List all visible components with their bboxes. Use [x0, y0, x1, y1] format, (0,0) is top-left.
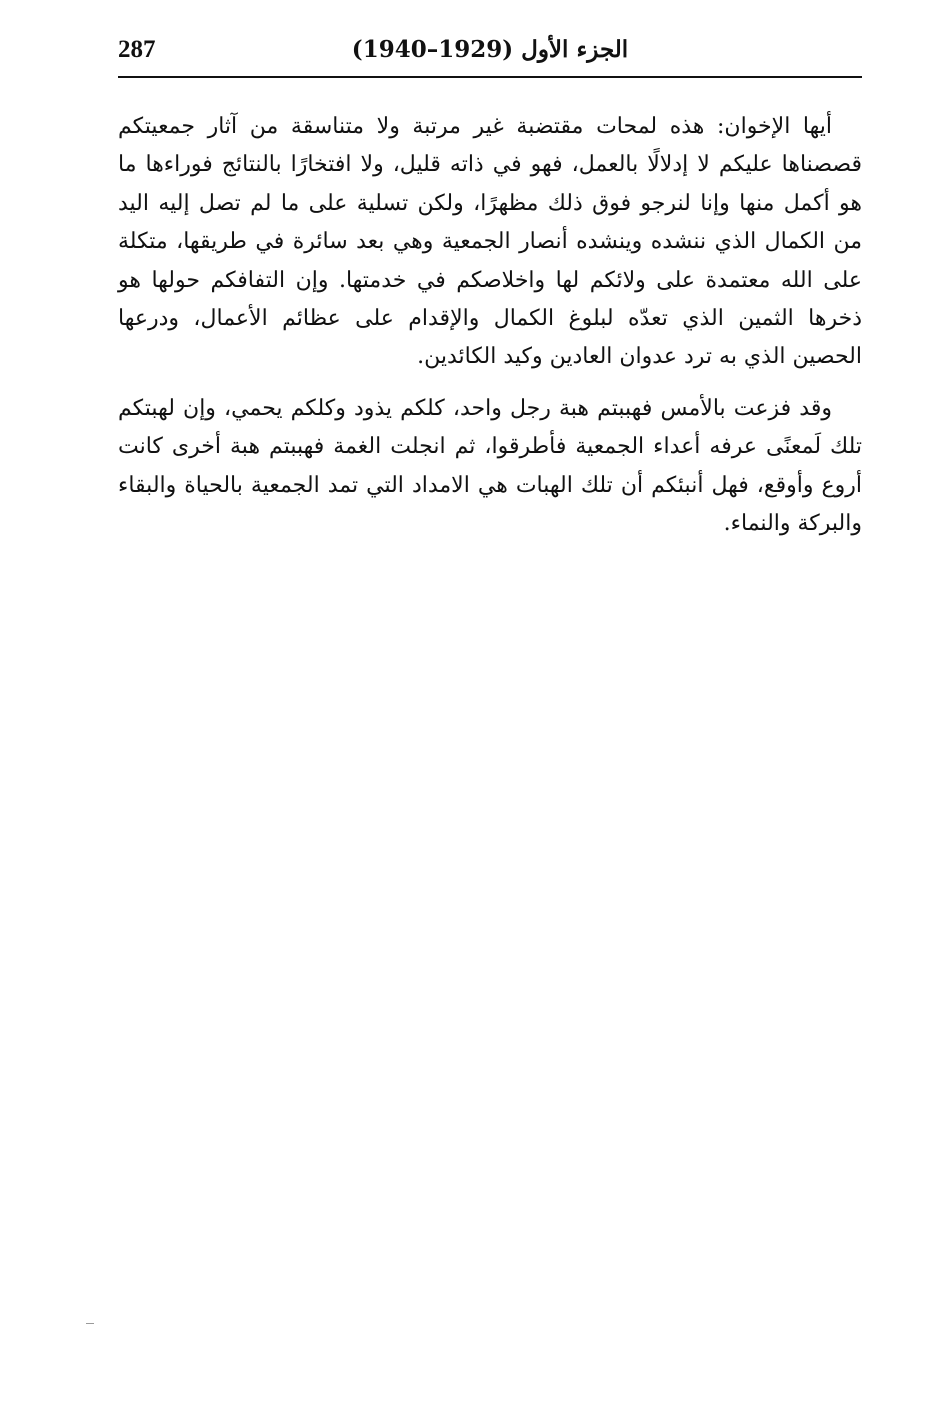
running-title: الجزء الأول (1929–1940)	[351, 36, 629, 63]
paragraph: أيها الإخوان: هذه لمحات مقتضبة غير مرتبة ولا متناسقة من آثار جمعيتكم قصصناها عليكم لا إدلالًا بالعمل، فهو في ذاته قليل، ولا افتخارًا بالنتائج فوراءها ما هو أكمل منها وإنا لنرجو فوق ذلك مظهرًا، ولكن تسلية على ما لم تصل إليه اليد من الكمال الذي ننشده وينشده أنصار الجمعية وهي بعد سائرة في طريقها، متكلة على الله معتمدة على ولائكم لها واخلاصكم في خدمتها. وإن التفافكم حولها هو ذخرها الثمين الذي تعدّه لبلوغ الكمال والإقدام على عظائم الأعمال، ودرعها الحصين الذي به ترد عدوان العادين وكيد الكائدين.	[118, 114, 862, 370]
page-header	[118, 30, 862, 78]
paragraph: وقد فزعت بالأمس فهببتم هبة رجل واحد، كلكم يذود وكلكم يحمي، وإن لهبتكم تلك لَمعنًى عرفه أعداء الجمعية فأطرقوا، ثم انجلت الغمة فهببتم هبة أخرى كانت أروع وأوقع، فهل أنبئكم أن تلك الهبات هي الامداد التي تمد الجمعية بالحياة والبقاء والبركة والنماء.	[118, 395, 862, 537]
scan-mark	[86, 1323, 94, 1324]
page-body	[118, 108, 862, 543]
page-number: 287	[118, 36, 156, 63]
